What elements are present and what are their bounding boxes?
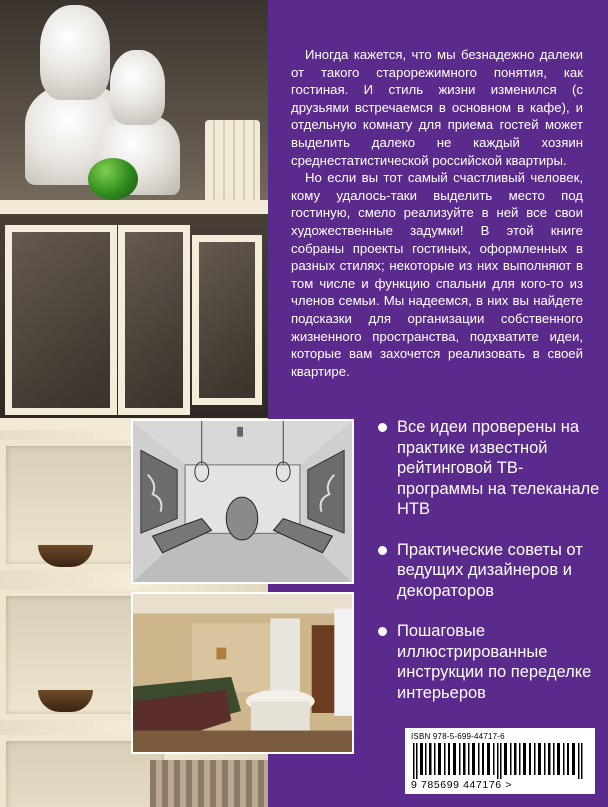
room-photo-drawing <box>133 594 352 752</box>
design-sketch-image <box>131 419 354 584</box>
room-photo <box>131 592 354 754</box>
barcode-icon <box>411 743 587 779</box>
photo-glass-door-middle <box>118 225 190 415</box>
isbn-label: ISBN 978-5-699-44717-6 <box>411 732 505 741</box>
photo-bust-head-left <box>40 5 110 100</box>
isbn-number: 9 785699 447176 > <box>411 779 512 791</box>
isbn-barcode-box <box>405 728 595 794</box>
photo-green-decor <box>88 158 138 200</box>
feature-list <box>375 417 600 723</box>
feature-text: Пошаговые иллюстрированные инструкции по переделке интерьеров <box>397 622 592 702</box>
photo-glass-door-right <box>192 235 262 405</box>
bullet-dot-icon <box>378 423 387 432</box>
intro-paragraph-1: Иногда кажется, что мы безнадежно далеки от такого старорежимного понятия, как гостиная. И стиль жизни изменился (с друзьями встречаемся в основном в кафе), и отдельную комнату для приема гостей может выделить далеко не каждый хозяин среднестатистической российской квартиры. <box>291 47 583 168</box>
list-item <box>375 417 600 520</box>
bullet-dot-icon <box>378 627 387 636</box>
list-item <box>375 621 600 703</box>
intro-text <box>291 46 583 380</box>
photo-bust-head-right <box>110 50 165 125</box>
photo-shelf-top <box>0 200 268 214</box>
intro-paragraph-2: Но если вы тот самый счастливый человек, кому удалось-таки выделить место под гостиную, смело реализуйте в ней все свои художественные задумки! В этой книге собраны проекты гостиных, оформленных в разных стилях; некоторые из них выполняют в том числе и функцию спальни для кого-то из членов семьи. Мы надеемся, в них вы найдете подсказки для организации собственного жизненного пространства, подхватите идеи, которые вам захочется реализовать в своей квартире. <box>291 170 583 379</box>
photo-candles <box>205 120 260 205</box>
bullet-dot-icon <box>378 546 387 555</box>
list-item <box>375 540 600 602</box>
feature-text: Все идеи проверены на практике известной рейтинговой ТВ-программы на телеканале НТВ <box>397 418 600 518</box>
design-sketch-drawing <box>133 421 352 582</box>
feature-text: Практические советы от ведущих дизайнеров и декораторов <box>397 540 583 600</box>
photo-floor <box>150 760 268 807</box>
photo-glass-door-left <box>5 225 117 415</box>
